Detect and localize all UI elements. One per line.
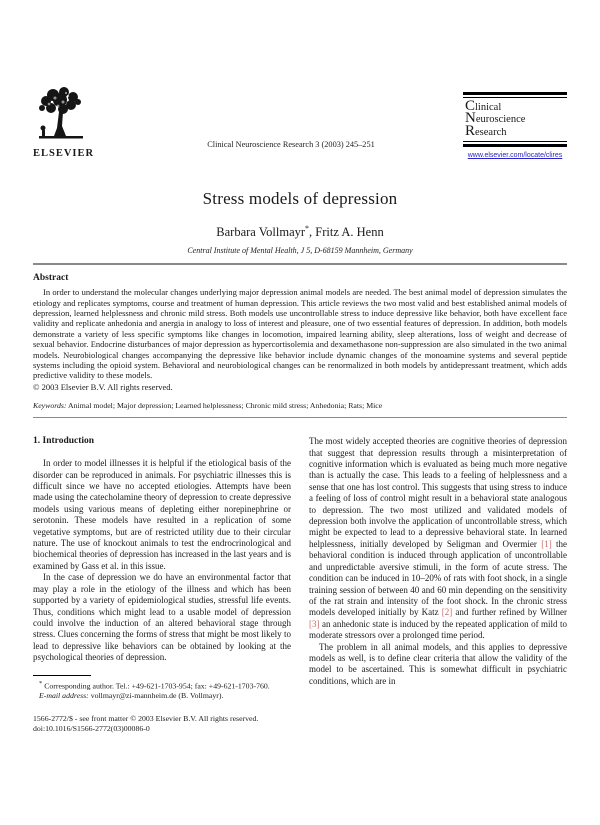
footnote-text: Corresponding author. Tel.: +49-621-1703-954; fax: +49-621-1703-760.: [42, 681, 270, 691]
doi-line: doi:10.1016/S1566-2772(03)00086-0: [33, 724, 150, 734]
left-column: [33, 436, 291, 734]
authors-line: [33, 224, 567, 240]
journal-logo-line2: Neuroscience: [465, 110, 526, 126]
corresponding-author-mark: *: [305, 224, 310, 233]
footnote-rule: [33, 675, 91, 676]
abstract-heading: Abstract: [33, 273, 69, 284]
body-paragraph-validity: The problem in all animal models, and this applies to depressive models as well, is to define clear criteria that allow the validity of the model to be ascertained. This is somewhat difficult in psychiatric conditions, which are in: [309, 641, 567, 686]
rule-bottom-thick: [463, 144, 567, 147]
paragraph-segment: The most widely accepted theories are cognitive theories of depression that suggest that depression results through a misinterpretation of cognitive information which is evaluated as being much more negative than is actually the case. This leads to a feeling of helplessness and a sense that one has lost control. This suggests that using stress to induce a feeling of loss of control might result in a behavioral state analogous to depression. The two most utilized and validated models of depression both involve the application of uncontrollable stress, which might be expected to lead to a depressive behavioral state. In learned helplessness, initially developed by Seligman and Overmier: [309, 436, 567, 549]
journal-header: [33, 84, 567, 159]
citation-ref-3[interactable]: [3]: [309, 618, 320, 629]
journal-citation-line: Clinical Neuroscience Research 3 (2003) 245–251: [207, 140, 375, 149]
elsevier-tree-icon: [33, 84, 89, 142]
citation-ref-1[interactable]: [1]: [541, 538, 552, 549]
body-paragraph-theories: [309, 436, 567, 641]
right-column: [309, 436, 567, 734]
journal-website-link[interactable]: www.elsevier.com/locate/clires: [467, 152, 563, 159]
rule-top-thick: [463, 92, 567, 95]
journal-logo-box: [463, 92, 567, 148]
divider-rule-top: [33, 263, 567, 265]
article-body: [33, 436, 567, 734]
author-1: Barbara Vollmayr: [216, 225, 306, 240]
page-title: Stress models of depression: [202, 189, 398, 208]
imprint-footer: [33, 714, 291, 734]
section-heading-introduction: 1. Introduction: [33, 436, 95, 447]
keywords-line: [33, 401, 567, 411]
journal-logo-text: [463, 98, 567, 142]
paragraph-segment: the behavioral condition is induced through application of uncontrollable and unpredictable aversive stimuli, in the form of acute stress. The condition can be induced in 10–20% of rats with foot shock, in a single training session of between 40 and 60 min depending on the sensitivity of the rat strain and intensity of the foot shock. In the chronic stress models developed initially by Katz: [309, 538, 568, 618]
author-2: , Fritz A. Henn: [309, 225, 384, 240]
journal-logo-line3: Research: [465, 122, 507, 139]
publisher-block: [33, 84, 119, 159]
affiliation-line: Central Institute of Mental Health, J 5, D-68159 Mannheim, Germany: [187, 246, 413, 256]
footnote-mark: *: [39, 679, 43, 687]
paragraph-segment: an anhedonic state is induced by the repeated application of mild to moderate stressors over a prolonged time period.: [309, 618, 567, 641]
publisher-name: ELSEVIER: [33, 148, 95, 159]
paragraph-segment: and further refined by Willner: [452, 607, 567, 618]
email-value[interactable]: vollmayr@zi-mannheim.de (B. Vollmayr).: [88, 690, 224, 700]
footnote-email: [33, 691, 291, 701]
intro-paragraph-2: In the case of depression we do have an environmental factor that may play a role in the etiology of the illness and which has been supported by a variety of epidemiological studies, stressful life events. Thus, conditions which might lead to a usable model of depression could involve the induction of an altered behavioral stage through stress. Clues concerning the forms of stress that might be most likely to lead to depressive like behaviors can be obtained by looking at the psychological theories of depression.: [33, 572, 291, 663]
issn-copyright-line: 1566-2772/$ - see front matter © 2003 Elsevier B.V. All rights reserved.: [33, 714, 259, 724]
email-label: E-mail address:: [39, 690, 89, 700]
journal-logo-block: [463, 92, 567, 160]
abstract-copyright: © 2003 Elsevier B.V. All rights reserved.: [33, 381, 173, 392]
citation-ref-2[interactable]: [2]: [441, 607, 453, 618]
rule-bottom-thin: [463, 141, 567, 142]
corresponding-author-footnote: [33, 679, 291, 701]
intro-paragraph-1: In order to model illnesses it is helpful if the etiological basis of the disorder can be reproduced in animals. For psychiatric illnesses this is difficult since we have no accepted etiologies. Attempts have been made using the catecholamine theory of depression to create depressive models using various means of depleting either norepinephrine or serotonin. These models have resulted in a replication of some vegetative symptoms, but are of restricted utility due to their circular nature. The use of knockout animals to test the endrocrinological and biochemical theories of depression has increased in the last years and is examined by Gass et al. in this issue.: [33, 458, 291, 571]
abstract-text: In order to understand the molecular changes underlying major depression animal models are needed. The best animal model of depression simulates the etiology and replicates symptoms, course and treatment of human depression. This article reviews the two most valid and best established animal models of depression, learned helplessness and chronic mild stress. Both models use uncontrollable stress to induce depressive like behavior, both have excellent face validity and replicate anhedonia and anergia in analogy to loss of interest and pleasure, one of two essential features of depression. In addition, both models demonstrate a variety of less specific symptoms like changes in locomotion, impaired learning ability, sleep alterations, loss of weight and decrease of sexual behavior. Endocrine disturbances of major depression as hypercortisolemia and dexamethasone non-suppression are also simulated in the two animal models. Neurobiological changes accompanying the depressive like behavior include dynamic changes of the monoamine systems and several peptide systems including the opioid system. Behavioral and neurobiological changes can be renormalized in both models by antidepressant treatment, which adds predictive validity to these models.: [33, 287, 567, 381]
footnote-tel-fax: [33, 679, 291, 691]
keywords-label: Keywords:: [33, 401, 67, 411]
divider-rule-keywords: [33, 417, 567, 419]
journal-logo-line1: Clinical: [465, 97, 502, 114]
keywords-text: Animal model; Major depression; Learned helplessness; Chronic mild stress; Anhedonia; Rats; Mice: [66, 401, 383, 411]
